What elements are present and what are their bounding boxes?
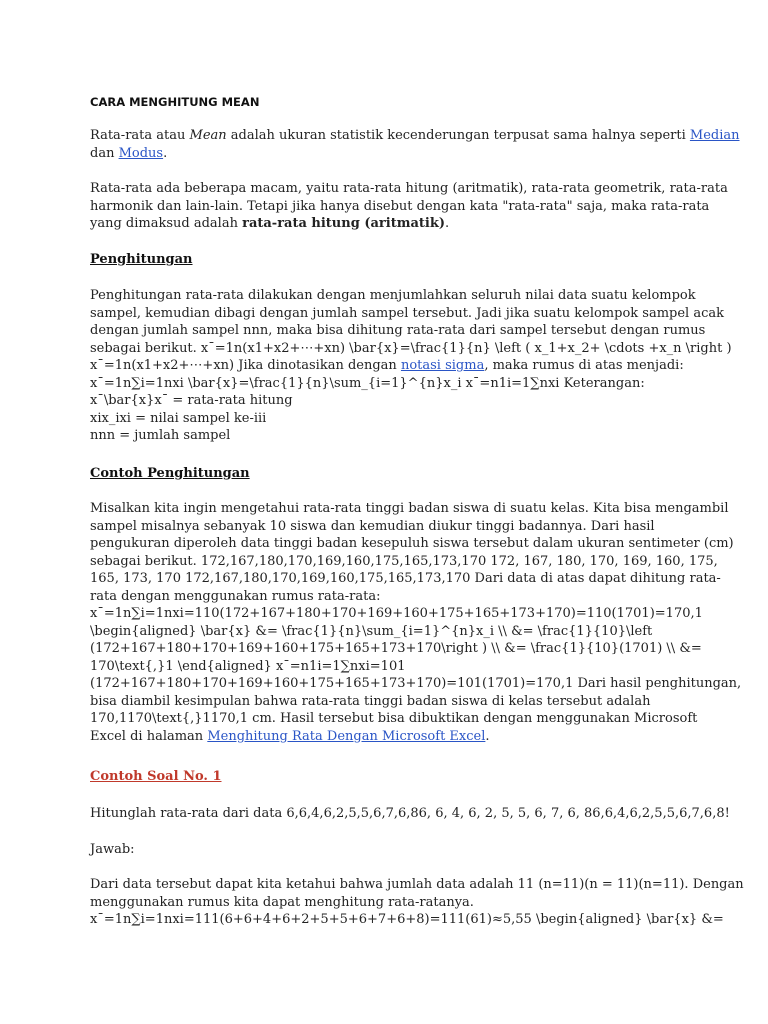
soal-line: Hitunglah rata-rata dari data 6,6,4,6,2,5,5,6,7,6,86, 6, 4, 6, 2, 5, 5, 6, 7, 6, 86,6,4,6,2,5,5,6,7,6,8! <box>90 806 730 821</box>
contoh-line: 170\text{,}1 \end{aligned} x¯=n1i=1∑nxi=101 <box>90 658 406 674</box>
jawab-label <box>90 841 680 859</box>
intro-text: Rata-rata atau <box>90 128 190 143</box>
intro-line-1 <box>90 127 740 145</box>
penghitungan-line: dengan jumlah sampel nnn, maka bisa dihitung rata-rata dari sampel tersebut dengan rumus <box>90 323 706 338</box>
types-line: harmonik dan lain-lain. Tetapi jika hanya disebut dengan kata "rata-rata" saja, maka rata-rata <box>90 198 710 214</box>
penghitungan-line: xix_ixi = nilai sampel ke-iii <box>90 410 267 426</box>
aritmatik-bold: rata-rata hitung (aritmatik) <box>242 216 445 231</box>
contoh-line: sampel misalnya sebanyak 10 siswa dan kemudian diukur tinggi badannya. Dari hasil <box>90 518 655 534</box>
contoh-text: . <box>485 728 490 744</box>
heading-contoh-soal: Contoh Soal No. 1 <box>90 769 222 784</box>
contoh-line: sebagai berikut. 172,167,180,170,169,160,175,165,173,170 172, 167, 180, 170, 169, 160, 175, <box>90 553 718 569</box>
intro-paragraph <box>90 127 740 162</box>
jawab-line: x¯=1n∑i=1nxi=111(6+6+4+6+2+5+5+6+7+6+8)=111(61)≈5,55 \begin{aligned} \bar{x} &= <box>90 912 724 927</box>
penghitungan-line: sampel, kemudian dibagi dengan jumlah sampel tersebut. Jadi jika suatu kelompok sampel acak <box>90 305 724 321</box>
contoh-line: rata dengan menggunakan rumus rata-rata: <box>90 588 381 604</box>
penghitungan-text: x¯=1n(x1+x2+⋯+xn) Jika dinotasikan dengan <box>90 358 401 373</box>
jawab-line: Dari data tersebut dapat kita ketahui bahwa jumlah data adalah 11 (n=11)(n = 11)(n=11). Dengan <box>90 877 744 892</box>
contoh-line: Misalkan kita ingin mengetahui rata-rata tinggi badan siswa di suatu kelas. Kita bisa mengambil <box>90 501 729 516</box>
modus-link[interactable]: Modus <box>118 145 164 161</box>
notasi-sigma-link[interactable]: notasi sigma <box>400 358 485 373</box>
mean-term: Mean <box>189 128 227 143</box>
soal-paragraph <box>90 805 730 823</box>
intro-text: adalah ukuran statistik kecenderungan terpusat sama halnya seperti <box>226 128 690 143</box>
intro-text: . <box>163 145 168 161</box>
penghitungan-line: x¯\bar{x}x¯ = rata-rata hitung <box>90 393 293 408</box>
contoh-line: (172+167+180+170+169+160+175+165+173+170\right ) \\ &= \frac{1}{10}(1701) \\ &= <box>90 641 702 656</box>
contoh-line: \begin{aligned} \bar{x} &= \frac{1}{n}\sum_{i=1}^{n}x_i \\ &= \frac{1}{10}\left <box>90 623 653 639</box>
intro-text: dan <box>90 145 119 161</box>
penghitungan-line <box>90 357 684 375</box>
contoh-line: x¯=1n∑i=1nxi=110(172+167+180+170+169+160+175+165+173+170)=110(1701)=170,1 <box>90 606 703 621</box>
contoh-line: bisa diambil kesimpulan bahwa rata-rata tinggi badan siswa di kelas tersebut adalah <box>90 693 651 709</box>
penghitungan-line: nnn = jumlah sampel <box>90 428 231 443</box>
intro-line-2 <box>90 145 680 163</box>
jawab-line: menggunakan rumus kita dapat menghitung rata-ratanya. <box>90 894 474 910</box>
heading-contoh-penghitungan: Contoh Penghitungan <box>90 466 250 481</box>
heading-penghitungan: Penghitungan <box>90 252 193 267</box>
jawab-paragraph <box>90 876 744 929</box>
contoh-text: Excel di halaman <box>90 728 208 744</box>
types-paragraph <box>90 180 728 233</box>
penghitungan-line: sebagai berikut. x¯=1n(x1+x2+⋯+xn) \bar{x}=\frac{1}{n} \left ( x_1+x_2+ \cdots +x_n \right ) <box>90 340 732 356</box>
excel-link[interactable]: Menghitung Rata Dengan Microsoft Excel <box>207 728 486 744</box>
contoh-line: 165, 173, 170 172,167,180,170,169,160,175,165,173,170 Dari data di atas dapat dihitung rata- <box>90 571 721 586</box>
types-text: . <box>444 216 450 231</box>
median-link[interactable]: Median <box>689 128 740 143</box>
contoh-line: 170,1170\text{,}1170,1 cm. Hasil tersebut bisa dibuktikan dengan menggunakan Microsoft <box>90 711 698 726</box>
contoh-line: (172+167+180+170+169+160+175+165+173+170)=101(1701)=170,1 Dari hasil penghitungan, <box>90 676 742 691</box>
penghitungan-paragraph <box>90 287 732 445</box>
contoh-line: pengukuran diperoleh data tinggi badan kesepuluh siswa tersebut dalam ukuran sentimeter (cm) <box>90 536 734 551</box>
types-line <box>90 215 680 233</box>
contoh-paragraph <box>90 500 742 745</box>
penghitungan-text: , maka rumus di atas menjadi: <box>484 358 684 373</box>
types-text: yang dimaksud adalah <box>90 216 243 231</box>
document-title: CARA MENGHITUNG MEAN <box>90 95 260 109</box>
contoh-line <box>90 728 680 746</box>
penghitungan-line: x¯=1n∑i=1nxi \bar{x}=\frac{1}{n}\sum_{i=1}^{n}x_i x¯=n1i=1∑nxi Keterangan: <box>90 375 645 391</box>
types-line: Rata-rata ada beberapa macam, yaitu rata-rata hitung (aritmatik), rata-rata geometrik, rata-rata <box>90 181 728 196</box>
jawab-text: Jawab: <box>90 842 135 857</box>
penghitungan-line: Penghitungan rata-rata dilakukan dengan menjumlahkan seluruh nilai data suatu kelompok <box>90 288 696 303</box>
